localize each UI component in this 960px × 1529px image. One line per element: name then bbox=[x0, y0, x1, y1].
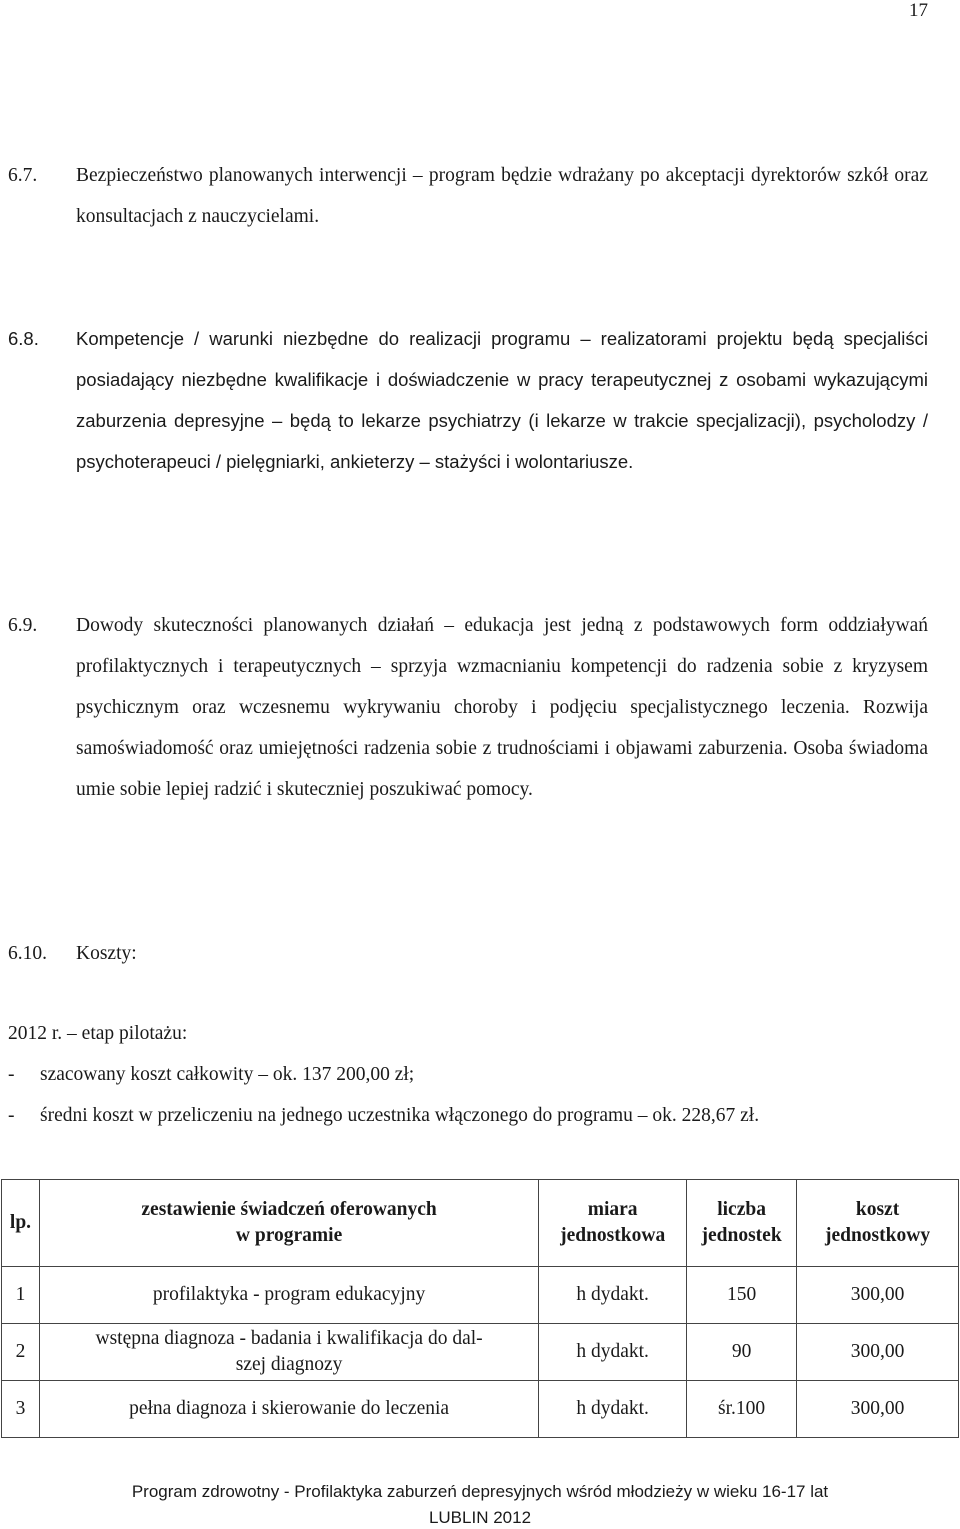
section-text: Kompetencje / warunki niezbędne do realizacji programu – realizatorami projektu będą specjaliści posiadający niezbędne kwalifikacje i doświadczenie w pracy terapeutycznej z osobami wykazującymi zaburzenia depresyjne – będą to lekarze psychiatrzy (i lekarze w trakcie specjalizacji), psycholodzy / psychoterapeuci / pielęgniarki, ankieterzy – stażyści i wolontariusze. bbox=[76, 328, 928, 472]
cost-table bbox=[1, 1179, 959, 1438]
footer-title: Program zdrowotny - Profilaktyka zaburzeń depresyjnych wśród młodzieży w wieku 16-17 lat bbox=[131, 1482, 829, 1501]
section-6-9 bbox=[8, 605, 928, 810]
section-6-10 bbox=[8, 933, 928, 974]
table-row bbox=[2, 1267, 959, 1324]
cell-lp: 3 bbox=[2, 1381, 40, 1438]
cell-service: wstępna diagnoza - badania i kwalifikacja do dal- szej diagnozy bbox=[39, 1324, 538, 1381]
cell-lp: 2 bbox=[2, 1324, 40, 1381]
footer-city: LUBLIN 2012 bbox=[428, 1508, 532, 1527]
header-unit: miara jednostkowa bbox=[539, 1180, 687, 1267]
bullet-text: średni koszt w przeliczeniu na jednego uczestnika włączonego do programu – ok. 228,67 zł. bbox=[40, 1105, 760, 1126]
page-number: 17 bbox=[909, 0, 928, 21]
cell-cost: 300,00 bbox=[797, 1324, 959, 1381]
table-row bbox=[2, 1381, 959, 1438]
cost-year-line: 2012 r. – etap pilotażu: bbox=[8, 1023, 188, 1044]
table-header-row bbox=[2, 1180, 959, 1267]
section-number: 6.9. bbox=[8, 615, 38, 636]
header-lp: lp. bbox=[2, 1180, 40, 1267]
section-text: Dowody skuteczności planowanych działań – edukacja jest jedną z podstawowych form oddziaływań profilaktycznych i terapeutycznych – sprzyja wzmacnianiu kompetencji do radzenia sobie z kryzysem psychicznym oraz wczesnemu wykrywaniu choroby i podjęciu specjalistycznego leczenia. Rozwija samoświadomość oraz umiejętności radzenia sobie z trudnościami i objawami zaburzenia. Osoba świadoma umie sobie lepiej radzić i skuteczniej poszukiwać pomocy. bbox=[76, 615, 928, 800]
bullet-text: szacowany koszt całkowity – ok. 137 200,00 zł; bbox=[40, 1064, 415, 1085]
section-text: Koszty: bbox=[76, 943, 137, 964]
cell-service: profilaktyka - program edukacyjny bbox=[39, 1267, 538, 1324]
bullet-dash: - bbox=[8, 1064, 15, 1085]
section-number: 6.8. bbox=[8, 328, 39, 349]
cell-count: 90 bbox=[687, 1324, 797, 1381]
section-6-8 bbox=[8, 318, 928, 482]
cell-cost: 300,00 bbox=[797, 1381, 959, 1438]
cell-unit: h dydakt. bbox=[539, 1381, 687, 1438]
table-row bbox=[2, 1324, 959, 1381]
section-6-7 bbox=[8, 155, 928, 237]
header-service: zestawienie świadczeń oferowanych w programie bbox=[39, 1180, 538, 1267]
section-number: 6.7. bbox=[8, 165, 38, 186]
header-cost: koszt jednostkowy bbox=[797, 1180, 959, 1267]
cell-unit: h dydakt. bbox=[539, 1267, 687, 1324]
cell-lp: 1 bbox=[2, 1267, 40, 1324]
bullet-dash: - bbox=[8, 1105, 15, 1126]
section-text: Bezpieczeństwo planowanych interwencji – program będzie wdrażany po akceptacji dyrektorów szkół oraz konsultacjach z nauczycielami. bbox=[76, 165, 928, 227]
cell-count: śr.100 bbox=[687, 1381, 797, 1438]
cell-service: pełna diagnoza i skierowanie do leczenia bbox=[39, 1381, 538, 1438]
section-number: 6.10. bbox=[8, 943, 47, 964]
cell-count: 150 bbox=[687, 1267, 797, 1324]
cell-cost: 300,00 bbox=[797, 1267, 959, 1324]
cell-unit: h dydakt. bbox=[539, 1324, 687, 1381]
header-count: liczba jednostek bbox=[687, 1180, 797, 1267]
